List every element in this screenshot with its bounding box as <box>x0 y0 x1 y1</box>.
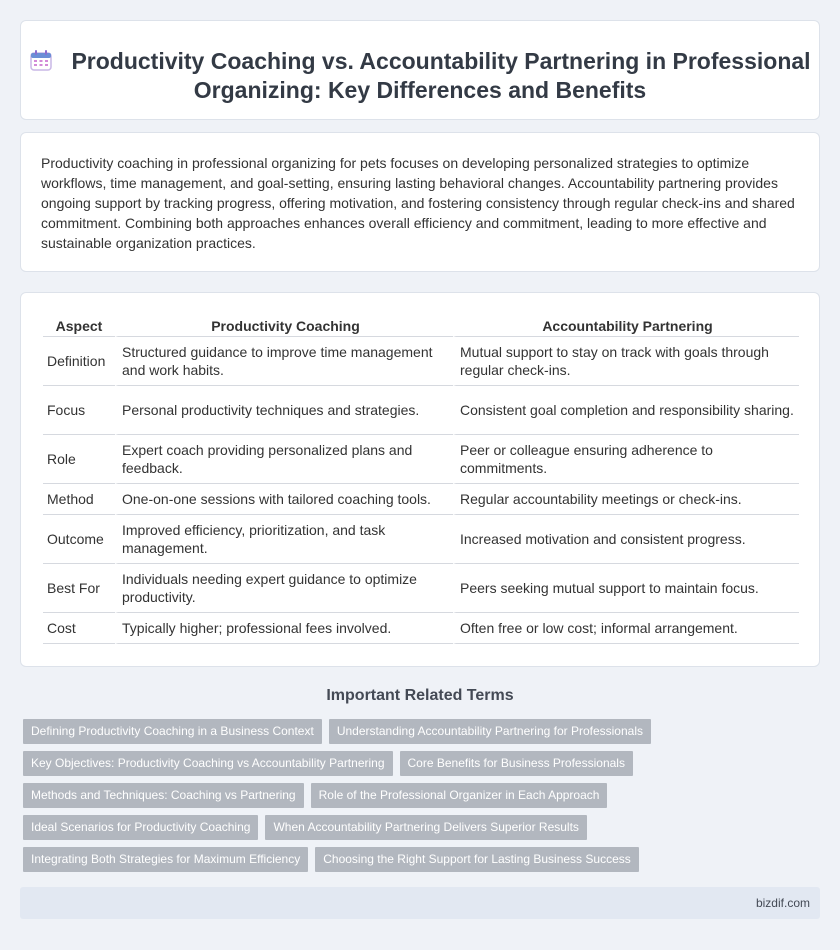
tag-row <box>23 783 823 808</box>
aspect-cell: Best For <box>43 564 115 613</box>
summary-card <box>20 132 820 272</box>
aspect-cell: Outcome <box>43 515 115 564</box>
aspect-cell: Cost <box>43 613 115 644</box>
table-row <box>43 515 799 564</box>
coaching-cell: Typically higher; professional fees involved. <box>115 613 453 644</box>
title-card <box>20 20 820 120</box>
tag-row <box>23 815 823 840</box>
coaching-cell: Personal productivity techniques and strategies. <box>115 386 453 435</box>
partnering-cell: Often free or low cost; informal arrangement. <box>453 613 799 644</box>
related-terms-list <box>23 719 823 879</box>
table-row <box>43 564 799 613</box>
related-term-tag[interactable]: Ideal Scenarios for Productivity Coaching <box>23 815 258 840</box>
footer <box>20 887 820 919</box>
related-term-tag[interactable]: Role of the Professional Organizer in Each Approach <box>311 783 608 808</box>
comparison-table <box>43 315 799 644</box>
partnering-cell: Mutual support to stay on track with goals through regular check-ins. <box>453 337 799 386</box>
partnering-cell: Regular accountability meetings or check-ins. <box>453 484 799 515</box>
partnering-cell: Increased motivation and consistent progress. <box>453 515 799 564</box>
table-row <box>43 337 799 386</box>
aspect-cell: Role <box>43 435 115 484</box>
calendar-icon <box>29 49 53 71</box>
partnering-cell: Consistent goal completion and responsibility sharing. <box>453 386 799 435</box>
header-accountability-partnering: Accountability Partnering <box>453 315 799 337</box>
table-row <box>43 386 799 435</box>
coaching-cell: Individuals needing expert guidance to optimize productivity. <box>115 564 453 613</box>
table-row <box>43 613 799 644</box>
related-term-tag[interactable]: Defining Productivity Coaching in a Business Context <box>23 719 322 744</box>
partnering-cell: Peer or colleague ensuring adherence to commitments. <box>453 435 799 484</box>
header-productivity-coaching: Productivity Coaching <box>115 315 453 337</box>
related-term-tag[interactable]: Methods and Techniques: Coaching vs Partnering <box>23 783 304 808</box>
aspect-cell: Definition <box>43 337 115 386</box>
coaching-cell: Improved efficiency, prioritization, and task management. <box>115 515 453 564</box>
coaching-cell: One-on-one sessions with tailored coaching tools. <box>115 484 453 515</box>
related-terms-heading: Important Related Terms <box>326 687 514 704</box>
partnering-cell: Peers seeking mutual support to maintain focus. <box>453 564 799 613</box>
aspect-cell: Focus <box>43 386 115 435</box>
summary-text: Productivity coaching in professional organizing for pets focuses on developing personalized strategies to optimize workflows, time management, and goal-setting, ensuring lasting behavioral changes. Accountability partnering provides ongoing support by tracking progress, offering motivation, and fostering consistency through regular check-ins and shared commitment. Combining both approaches enhances overall efficiency and commitment, leading to more effective and sustainable organization practices. <box>41 155 795 251</box>
related-term-tag[interactable]: Choosing the Right Support for Lasting Business Success <box>315 847 639 872</box>
related-term-tag[interactable]: When Accountability Partnering Delivers Superior Results <box>265 815 586 840</box>
tag-row <box>23 751 823 776</box>
site-name[interactable]: bizdif.com <box>755 896 810 910</box>
tag-row <box>23 719 823 744</box>
coaching-cell: Structured guidance to improve time management and work habits. <box>115 337 453 386</box>
table-row <box>43 435 799 484</box>
related-term-tag[interactable]: Integrating Both Strategies for Maximum Efficiency <box>23 847 308 872</box>
table-header-row <box>43 315 799 337</box>
table-row <box>43 484 799 515</box>
related-term-tag[interactable]: Understanding Accountability Partnering for Professionals <box>329 719 651 744</box>
tag-row <box>23 847 823 872</box>
header-aspect: Aspect <box>43 315 115 337</box>
related-term-tag[interactable]: Core Benefits for Business Professionals <box>400 751 633 776</box>
page-title-text: Productivity Coaching vs. Accountability Partnering in Professional Organizing: Key Differences and Benefits <box>71 48 811 103</box>
page-title <box>21 47 819 105</box>
comparison-card <box>20 292 820 667</box>
aspect-cell: Method <box>43 484 115 515</box>
related-term-tag[interactable]: Key Objectives: Productivity Coaching vs Accountability Partnering <box>23 751 393 776</box>
coaching-cell: Expert coach providing personalized plans and feedback. <box>115 435 453 484</box>
